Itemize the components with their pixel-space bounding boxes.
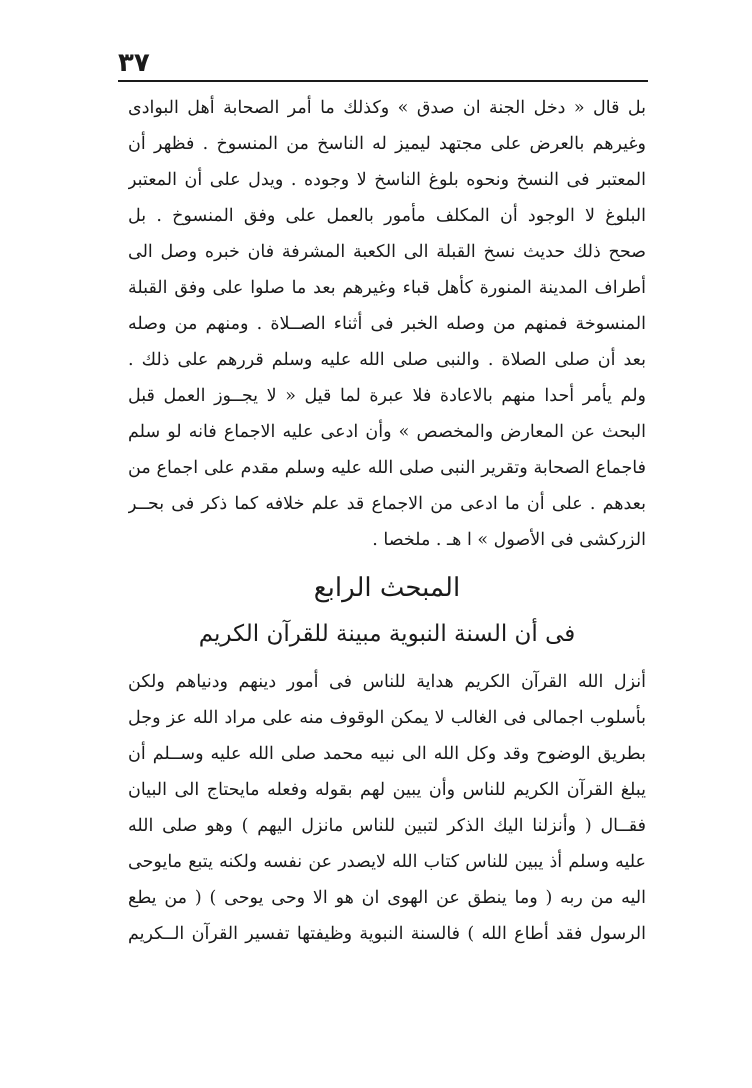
- text-line: أنزل الله القرآن الكريم هداية للناس فى أمور دينهم ودنياهم ولكن: [128, 672, 646, 692]
- section-title: المبحث الرابع: [313, 573, 461, 603]
- text-line: المعتبر فى النسخ ونحوه بلوغ الناسخ لا وجوده . ويدل على أن المعتبر: [128, 170, 646, 190]
- text-line: الرسول فقد أطاع الله ) فالسنة النبوية وظيفتها تفسير القرآن الــكريم: [128, 924, 646, 944]
- text-line: فاجماع الصحابة وتقرير النبى صلى الله عليه وسلم مقدم على اجماع من: [128, 458, 646, 478]
- text-line: بطريق الوضوح وقد وكل الله الى نبيه محمد صلى الله عليه وســلم أن: [128, 744, 646, 764]
- text-line: اليه من ربه ( وما ينطق عن الهوى ان هو الا وحى يوحى ) ( من يطع: [128, 888, 646, 908]
- text-line: أطراف المدينة المنورة كأهل قباء وغيرهم بعد ما صلوا على وفق القبلة: [128, 278, 646, 298]
- paragraph-1: [128, 90, 646, 558]
- text-line: المنسوخة فمنهم من وصله الخبر فى أثناء الصــلاة . ومنهم من وصله: [128, 314, 646, 334]
- text-line: عليه وسلم أذ يبين للناس كتاب الله لايصدر عن نفسه ولكنه يتبع مايوحى: [128, 852, 646, 872]
- text-line: الزركشى فى الأصول » ا هـ . ملخصا .: [372, 530, 646, 550]
- page-number: ٣٧: [118, 48, 150, 78]
- paragraph-2: [128, 664, 646, 952]
- text-line: البحث عن المعارض والمخصص » وأن ادعى عليه الاجماع فانه لو سلم: [128, 422, 646, 442]
- text-line: وغيرهم بالعرض على مجتهد ليميز له الناسخ من المنسوخ . فظهر أن: [128, 134, 646, 154]
- text-line: صحح ذلك حديث نسخ القبلة الى الكعبة المشرفة فان خبره وصل الى: [128, 242, 646, 262]
- header-rule: [118, 80, 648, 82]
- text-line: يبلغ القرآن الكريم للناس وأن يبين لهم بقوله وفعله مايحتاج الى البيان: [128, 780, 646, 800]
- text-line: بل قال « دخل الجنة ان صدق » وكذلك ما أمر الصحابة أهل البوادى: [128, 98, 646, 118]
- text-line: ولم يأمر أحدا منهم بالاعادة فلا عبرة لما قيل « لا يجــوز العمل قبل: [128, 386, 646, 406]
- text-line: بعدهم . على أن ما ادعى من الاجماع قد علم خلافه كما ذكر فى بحــر: [128, 494, 646, 514]
- section-subtitle: فى أن السنة النبوية مبينة للقرآن الكريم: [198, 621, 576, 647]
- text-line: البلوغ لا الوجود أن المكلف مأمور بالعمل على وفق المنسوخ . بل: [128, 206, 646, 226]
- text-line: فقــال ( وأنزلنا اليك الذكر لتبين للناس مانزل اليهم ) وهو صلى الله: [128, 816, 646, 836]
- text-line: بعد أن صلى الصلاة . والنبى صلى الله عليه وسلم قررهم على ذلك .: [128, 350, 646, 370]
- text-line: بأسلوب اجمالى فى الغالب لا يمكن الوقوف منه على مراد الله عز وجل: [128, 708, 646, 728]
